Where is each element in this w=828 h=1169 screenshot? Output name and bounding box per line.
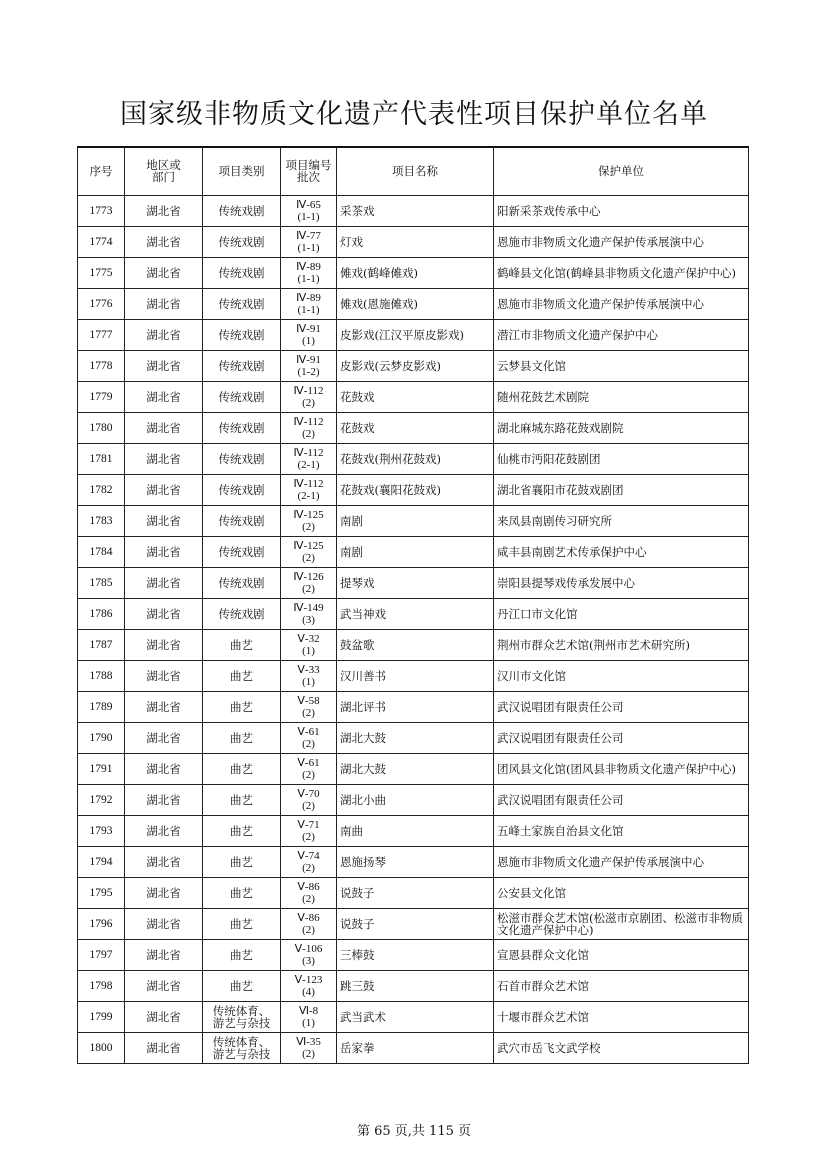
cell-category: 传统戏剧 (203, 195, 281, 226)
cell-category: 传统戏剧 (203, 443, 281, 474)
cell-unit: 丹江口市文化馆 (494, 598, 749, 629)
cell-seq: 1780 (78, 412, 125, 443)
cell-seq: 1794 (78, 846, 125, 877)
cell-region: 湖北省 (125, 350, 203, 381)
cell-code: Ⅴ-70 (2) (281, 784, 337, 815)
cell-seq: 1791 (78, 753, 125, 784)
table-row (78, 784, 749, 815)
header-region: 地区或部门 (125, 147, 203, 195)
cell-category: 曲艺 (203, 753, 281, 784)
cell-code: Ⅴ-33 (1) (281, 660, 337, 691)
cell-region: 湖北省 (125, 629, 203, 660)
cell-unit: 荆州市群众艺术馆(荆州市艺术研究所) (494, 629, 749, 660)
table-row (78, 443, 749, 474)
cell-seq: 1777 (78, 319, 125, 350)
cell-code: Ⅴ-58 (2) (281, 691, 337, 722)
cell-category: 曲艺 (203, 877, 281, 908)
cell-unit: 汉川市文化馆 (494, 660, 749, 691)
cell-seq: 1786 (78, 598, 125, 629)
header-name: 项目名称 (337, 147, 494, 195)
cell-category: 传统戏剧 (203, 412, 281, 443)
cell-seq: 1799 (78, 1001, 125, 1032)
cell-category: 曲艺 (203, 722, 281, 753)
cell-name: 湖北大鼓 (337, 753, 494, 784)
table-row (78, 877, 749, 908)
cell-code: Ⅳ-112 (2) (281, 381, 337, 412)
table-row (78, 319, 749, 350)
table-row (78, 815, 749, 846)
cell-code: Ⅳ-125 (2) (281, 505, 337, 536)
cell-code: Ⅳ-89 (1-1) (281, 288, 337, 319)
cell-region: 湖北省 (125, 257, 203, 288)
cell-name: 花鼓戏(荆州花鼓戏) (337, 443, 494, 474)
cell-category: 传统体育、 游艺与杂技 (203, 1001, 281, 1032)
cell-name: 傩戏(鹤峰傩戏) (337, 257, 494, 288)
table-row (78, 1001, 749, 1032)
cell-code: Ⅳ-91 (1-2) (281, 350, 337, 381)
cell-category: 传统戏剧 (203, 505, 281, 536)
cell-name: 皮影戏(云梦皮影戏) (337, 350, 494, 381)
table-row (78, 474, 749, 505)
cell-category: 传统戏剧 (203, 319, 281, 350)
page-title: 国家级非物质文化遗产代表性项目保护单位名单 (120, 99, 708, 130)
cell-seq: 1783 (78, 505, 125, 536)
cell-name: 湖北评书 (337, 691, 494, 722)
table-row (78, 722, 749, 753)
cell-name: 说鼓子 (337, 908, 494, 939)
table-row (78, 567, 749, 598)
cell-name: 南曲 (337, 815, 494, 846)
cell-seq: 1789 (78, 691, 125, 722)
cell-unit: 武穴市岳飞文武学校 (494, 1032, 749, 1063)
table-row (78, 970, 749, 1001)
cell-unit: 来凤县南剧传习研究所 (494, 505, 749, 536)
cell-code: Ⅴ-86 (2) (281, 877, 337, 908)
cell-category: 传统戏剧 (203, 350, 281, 381)
cell-code: Ⅴ-123 (4) (281, 970, 337, 1001)
cell-region: 湖北省 (125, 567, 203, 598)
cell-unit: 武汉说唱团有限责任公司 (494, 722, 749, 753)
cell-name: 傩戏(恩施傩戏) (337, 288, 494, 319)
header-unit: 保护单位 (494, 147, 749, 195)
header-seq: 序号 (78, 147, 125, 195)
header-category: 项目类别 (203, 147, 281, 195)
cell-code: Ⅵ-35 (2) (281, 1032, 337, 1063)
cell-region: 湖北省 (125, 970, 203, 1001)
cell-seq: 1782 (78, 474, 125, 505)
cell-seq: 1779 (78, 381, 125, 412)
table-row (78, 629, 749, 660)
cell-region: 湖北省 (125, 753, 203, 784)
cell-unit: 石首市群众艺术馆 (494, 970, 749, 1001)
cell-unit: 武汉说唱团有限责任公司 (494, 691, 749, 722)
cell-region: 湖北省 (125, 784, 203, 815)
cell-name: 恩施扬琴 (337, 846, 494, 877)
cell-region: 湖北省 (125, 598, 203, 629)
cell-name: 皮影戏(江汉平原皮影戏) (337, 319, 494, 350)
cell-region: 湖北省 (125, 846, 203, 877)
cell-category: 曲艺 (203, 660, 281, 691)
cell-seq: 1796 (78, 908, 125, 939)
cell-code: Ⅳ-126 (2) (281, 567, 337, 598)
cell-region: 湖北省 (125, 939, 203, 970)
cell-category: 曲艺 (203, 970, 281, 1001)
cell-unit: 咸丰县南剧艺术传承保护中心 (494, 536, 749, 567)
cell-name: 灯戏 (337, 226, 494, 257)
cell-name: 岳家拳 (337, 1032, 494, 1063)
cell-code: Ⅳ-125 (2) (281, 536, 337, 567)
cell-region: 湖北省 (125, 815, 203, 846)
table-row (78, 536, 749, 567)
table-row (78, 753, 749, 784)
header-code: 项目编号批次 (281, 147, 337, 195)
cell-unit: 恩施市非物质文化遗产保护传承展演中心 (494, 846, 749, 877)
cell-unit: 随州花鼓艺术剧院 (494, 381, 749, 412)
cell-unit: 武汉说唱团有限责任公司 (494, 784, 749, 815)
cell-seq: 1776 (78, 288, 125, 319)
cell-unit: 团风县文化馆(团风县非物质文化遗产保护中心) (494, 753, 749, 784)
cell-seq: 1788 (78, 660, 125, 691)
cell-category: 传统戏剧 (203, 257, 281, 288)
cell-region: 湖北省 (125, 691, 203, 722)
cell-region: 湖北省 (125, 381, 203, 412)
cell-unit: 公安县文化馆 (494, 877, 749, 908)
cell-seq: 1797 (78, 939, 125, 970)
cell-code: Ⅳ-149 (3) (281, 598, 337, 629)
cell-code: Ⅴ-106 (3) (281, 939, 337, 970)
table-header-row (78, 147, 749, 195)
cell-code: Ⅳ-112 (2) (281, 412, 337, 443)
cell-region: 湖北省 (125, 660, 203, 691)
cell-seq: 1781 (78, 443, 125, 474)
cell-code: Ⅵ-8 (1) (281, 1001, 337, 1032)
cell-unit: 恩施市非物质文化遗产保护传承展演中心 (494, 226, 749, 257)
table-row (78, 257, 749, 288)
cell-unit: 阳新采茶戏传承中心 (494, 195, 749, 226)
cell-region: 湖北省 (125, 288, 203, 319)
cell-region: 湖北省 (125, 319, 203, 350)
cell-category: 曲艺 (203, 784, 281, 815)
cell-seq: 1792 (78, 784, 125, 815)
cell-region: 湖北省 (125, 877, 203, 908)
cell-region: 湖北省 (125, 722, 203, 753)
cell-code: Ⅴ-61 (2) (281, 722, 337, 753)
table-row (78, 288, 749, 319)
table-body (78, 195, 749, 1063)
cell-code: Ⅴ-74 (2) (281, 846, 337, 877)
cell-region: 湖北省 (125, 908, 203, 939)
cell-region: 湖北省 (125, 1032, 203, 1063)
cell-category: 传统戏剧 (203, 598, 281, 629)
cell-name: 鼓盆歌 (337, 629, 494, 660)
cell-name: 南剧 (337, 536, 494, 567)
cell-seq: 1773 (78, 195, 125, 226)
cell-category: 曲艺 (203, 691, 281, 722)
cell-name: 武当武术 (337, 1001, 494, 1032)
cell-code: Ⅳ-89 (1-1) (281, 257, 337, 288)
cell-seq: 1787 (78, 629, 125, 660)
cell-region: 湖北省 (125, 1001, 203, 1032)
cell-region: 湖北省 (125, 226, 203, 257)
cell-seq: 1800 (78, 1032, 125, 1063)
cell-code: Ⅴ-61 (2) (281, 753, 337, 784)
cell-region: 湖北省 (125, 536, 203, 567)
cell-unit: 湖北麻城东路花鼓戏剧院 (494, 412, 749, 443)
cell-category: 传统戏剧 (203, 381, 281, 412)
cell-unit: 潜江市非物质文化遗产保护中心 (494, 319, 749, 350)
cell-name: 提琴戏 (337, 567, 494, 598)
cell-seq: 1774 (78, 226, 125, 257)
cell-region: 湖北省 (125, 505, 203, 536)
cell-name: 武当神戏 (337, 598, 494, 629)
cell-seq: 1785 (78, 567, 125, 598)
cell-region: 湖北省 (125, 412, 203, 443)
cell-category: 曲艺 (203, 846, 281, 877)
cell-region: 湖北省 (125, 443, 203, 474)
cell-unit: 十堰市群众艺术馆 (494, 1001, 749, 1032)
cell-unit: 五峰土家族自治县文化馆 (494, 815, 749, 846)
cell-name: 湖北小曲 (337, 784, 494, 815)
heritage-table (77, 146, 749, 1064)
cell-unit: 云梦县文化馆 (494, 350, 749, 381)
cell-region: 湖北省 (125, 195, 203, 226)
table-row (78, 846, 749, 877)
table-row (78, 598, 749, 629)
cell-category: 曲艺 (203, 629, 281, 660)
cell-code: Ⅳ-77 (1-1) (281, 226, 337, 257)
cell-name: 花鼓戏 (337, 381, 494, 412)
cell-name: 汉川善书 (337, 660, 494, 691)
cell-name: 跳三鼓 (337, 970, 494, 1001)
cell-code: Ⅴ-71 (2) (281, 815, 337, 846)
cell-unit: 崇阳县提琴戏传承发展中心 (494, 567, 749, 598)
cell-name: 湖北大鼓 (337, 722, 494, 753)
cell-unit: 仙桃市沔阳花鼓剧团 (494, 443, 749, 474)
cell-category: 传统体育、 游艺与杂技 (203, 1032, 281, 1063)
cell-unit: 湖北省襄阳市花鼓戏剧团 (494, 474, 749, 505)
cell-category: 曲艺 (203, 815, 281, 846)
cell-category: 传统戏剧 (203, 567, 281, 598)
cell-category: 传统戏剧 (203, 288, 281, 319)
cell-unit: 恩施市非物质文化遗产保护传承展演中心 (494, 288, 749, 319)
cell-name: 花鼓戏 (337, 412, 494, 443)
cell-name: 说鼓子 (337, 877, 494, 908)
cell-category: 传统戏剧 (203, 474, 281, 505)
cell-category: 曲艺 (203, 908, 281, 939)
cell-unit: 松滋市群众艺术馆(松滋市京剧团、松滋市非物质文化遗产保护中心) (494, 908, 749, 939)
cell-seq: 1795 (78, 877, 125, 908)
cell-seq: 1798 (78, 970, 125, 1001)
table-row (78, 691, 749, 722)
cell-category: 传统戏剧 (203, 226, 281, 257)
cell-seq: 1778 (78, 350, 125, 381)
table-row (78, 660, 749, 691)
cell-seq: 1775 (78, 257, 125, 288)
cell-code: Ⅳ-65 (1-1) (281, 195, 337, 226)
table-row (78, 908, 749, 939)
page-footer: 第 65 页,共 115 页 (356, 1124, 472, 1139)
table-row (78, 412, 749, 443)
cell-region: 湖北省 (125, 474, 203, 505)
table-row (78, 939, 749, 970)
cell-seq: 1793 (78, 815, 125, 846)
cell-name: 采茶戏 (337, 195, 494, 226)
cell-category: 传统戏剧 (203, 536, 281, 567)
cell-code: Ⅴ-86 (2) (281, 908, 337, 939)
cell-unit: 鹤峰县文化馆(鹤峰县非物质文化遗产保护中心) (494, 257, 749, 288)
table-row (78, 1032, 749, 1063)
table-row (78, 350, 749, 381)
cell-unit: 宣恩县群众文化馆 (494, 939, 749, 970)
cell-code: Ⅳ-91 (1) (281, 319, 337, 350)
table-row (78, 505, 749, 536)
cell-seq: 1790 (78, 722, 125, 753)
table-row (78, 226, 749, 257)
cell-name: 花鼓戏(襄阳花鼓戏) (337, 474, 494, 505)
cell-name: 南剧 (337, 505, 494, 536)
cell-category: 曲艺 (203, 939, 281, 970)
cell-code: Ⅴ-32 (1) (281, 629, 337, 660)
cell-name: 三棒鼓 (337, 939, 494, 970)
cell-code: Ⅳ-112 (2-1) (281, 443, 337, 474)
cell-code: Ⅳ-112 (2-1) (281, 474, 337, 505)
table-row (78, 195, 749, 226)
cell-seq: 1784 (78, 536, 125, 567)
table-row (78, 381, 749, 412)
